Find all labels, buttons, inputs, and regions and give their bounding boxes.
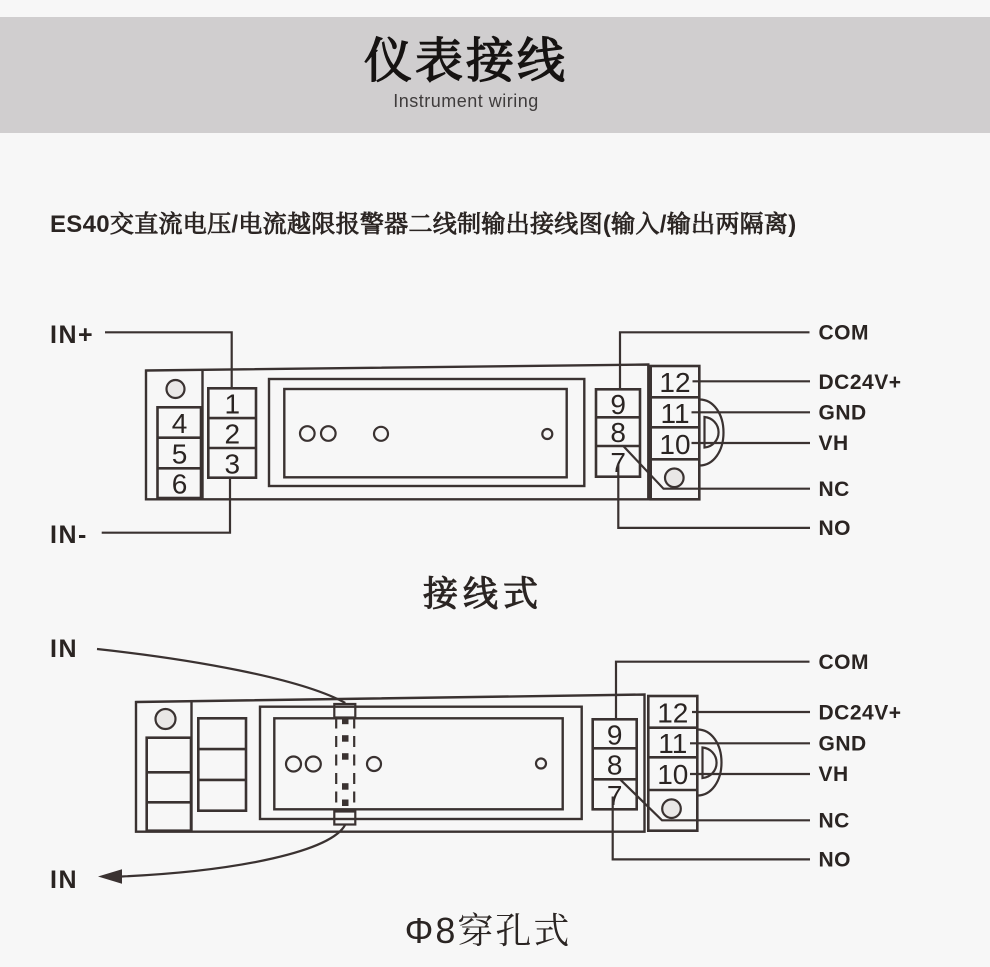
terminal-9: 9 (606, 719, 623, 751)
terminal-block-121110 (648, 696, 697, 831)
terminal-block-middle (198, 718, 246, 810)
output-label-no: NO (818, 848, 851, 872)
terminal-2: 2 (224, 418, 241, 450)
output-label-gnd: GND (818, 401, 867, 425)
output-label-nc: NC (818, 809, 850, 833)
front-panel (269, 379, 584, 486)
output-label-gnd: GND (818, 732, 867, 756)
terminal-8: 8 (606, 749, 623, 781)
terminal-block-left (147, 738, 191, 831)
terminal-10: 10 (657, 759, 689, 791)
diagram-description: ES40交直流电压/电流越限报警器二线制输出接线图(输入/输出两隔离) (50, 211, 797, 238)
terminal-clamp-icon (698, 730, 722, 796)
terminal-5: 5 (171, 438, 188, 470)
terminal-11: 11 (660, 397, 690, 429)
terminal-block-456 (158, 407, 202, 499)
panel-led-icon (286, 757, 301, 772)
terminal-7: 7 (610, 446, 626, 478)
page-title: 仪表接线 (363, 35, 568, 88)
terminal-4: 4 (171, 408, 188, 439)
device-body (146, 365, 648, 500)
wire-no (618, 464, 810, 528)
panel-led-icon (306, 757, 321, 772)
output-label-nc: NC (818, 478, 850, 501)
wire-in-plus (105, 332, 232, 388)
output-label-vh: VH (818, 763, 849, 786)
caption-through-hole-type: Φ8穿孔式 (404, 910, 572, 951)
terminal-9: 9 (610, 388, 626, 420)
terminal-hole-icon (662, 799, 681, 818)
wire-dot (342, 753, 349, 760)
wire-in-minus (102, 478, 230, 533)
input-label-in-bottom: IN (50, 866, 78, 894)
terminal-7: 7 (606, 779, 623, 811)
panel-led-icon (321, 426, 336, 441)
output-label-com: COM (818, 321, 869, 345)
input-label-in-plus: IN+ (50, 321, 95, 349)
panel-button-icon (367, 757, 381, 771)
wire-no (613, 797, 810, 860)
panel-button-icon (374, 427, 388, 441)
terminal-block-123 (208, 388, 256, 479)
wire-dot (342, 735, 349, 742)
input-label-in-top: IN (50, 635, 78, 663)
panel-led-icon (300, 426, 315, 441)
front-panel (260, 707, 582, 819)
mount-hole-icon (167, 380, 185, 398)
terminal-10: 10 (659, 428, 691, 460)
terminal-8: 8 (610, 417, 626, 449)
diagram-through-hole-type (50, 635, 901, 894)
terminal-block-987 (593, 719, 637, 811)
panel-hole-icon (536, 759, 546, 769)
terminal-6: 6 (171, 468, 188, 500)
through-hole-channel (334, 704, 355, 825)
arrowhead-icon (98, 869, 122, 883)
output-label-dc24v: DC24V+ (818, 371, 902, 394)
page-subtitle: Instrument wiring (393, 91, 539, 111)
wire-in-top (97, 649, 345, 703)
input-label-in-minus: IN- (50, 521, 88, 549)
terminal-1: 1 (224, 388, 241, 420)
terminal-11: 11 (658, 728, 688, 759)
panel-hole-icon (542, 429, 552, 439)
wire-dot (342, 783, 349, 790)
output-label-com: COM (818, 651, 869, 674)
output-label-vh: VH (818, 432, 849, 455)
mount-hole-icon (156, 709, 176, 729)
terminal-hole-icon (665, 469, 684, 488)
terminal-clamp-icon (700, 400, 724, 466)
caption-wired-type: 接线式 (422, 575, 543, 614)
output-label-dc24v: DC24V+ (818, 701, 902, 725)
terminal-12: 12 (659, 367, 691, 399)
output-label-no: NO (818, 517, 851, 540)
wire-dot (342, 800, 349, 807)
terminal-3: 3 (224, 448, 241, 480)
terminal-12: 12 (657, 697, 689, 729)
wire-dot (342, 718, 349, 725)
diagram-wired-type (50, 321, 901, 549)
terminal-block-121110 (651, 366, 700, 499)
